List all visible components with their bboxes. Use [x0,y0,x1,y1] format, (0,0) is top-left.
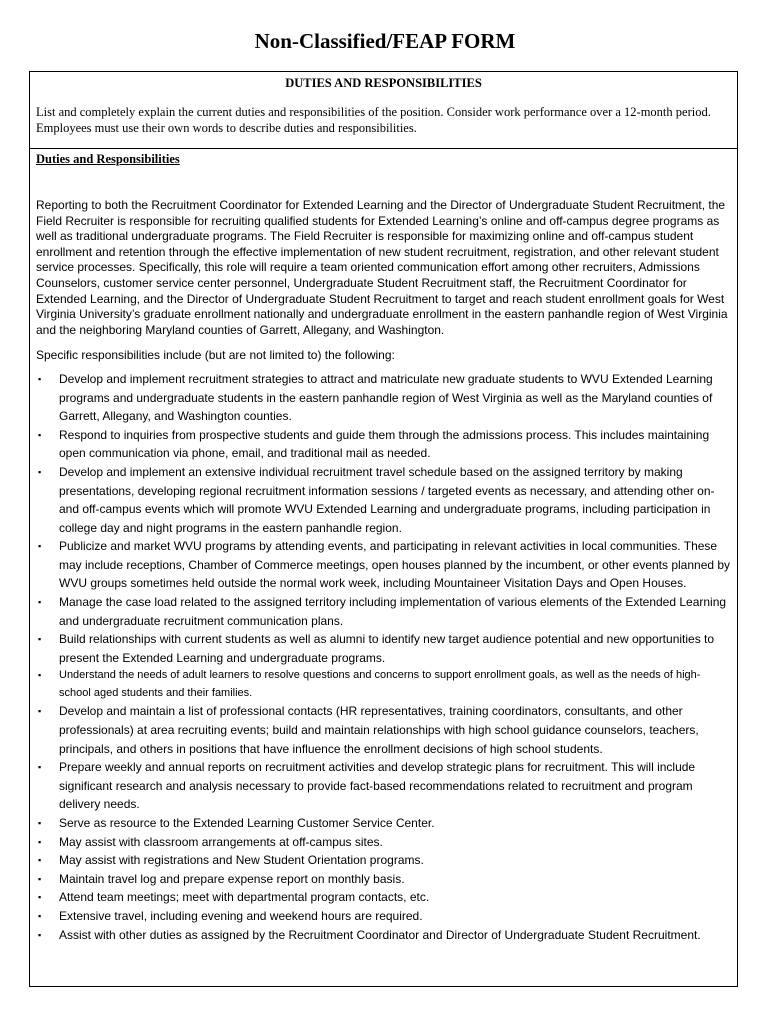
list-item-text: Manage the case load related to the assigned territory including implementation of various elements of the Extended Learning and undergraduate recruitment communication plans. [59,595,727,628]
list-item-text: Develop and maintain a list of professional contacts (HR representatives, training coordinators, consultants, and other professionals) at area recruiting events; build and maintain relationships with high school guidance counselors, teachers, principals, and others in positions that have influence the enrollment decisions of high school students. [59,704,699,756]
list-item-text: Build relationships with current students as well as alumni to identify new target audience potential and new opportunities to present the Extended Learning and undergraduate programs. [59,632,715,665]
list-item-text: Respond to inquiries from prospective students and guide them through the admissions process. This includes maintaining open communication via phone, email, and traditional mail as needed. [59,427,710,461]
list-item-text: Understand the needs of adult learners to resolve questions and concerns to support enrollment goals, as well as the needs of high-school aged students and their families. [59,669,701,699]
duties-content [30,151,737,944]
instructions-text: List and completely explain the current duties and responsibilities of the position. Consider work performance over a 12-month period. Employees must use their own words to describe duties and responsibilities. [36,105,711,135]
bullet-icon: ▪ [38,466,42,477]
list-item [36,833,731,852]
bullet-icon: ▪ [38,836,42,847]
list-item [36,888,731,907]
list-item [36,758,731,814]
section-header [30,72,737,149]
list-item-text: Assist with other duties as assigned by the Recruitment Coordinator and Director of Undergraduate Student Recruitment. [59,927,701,942]
page-title: Non-Classified/FEAP FORM [254,29,516,53]
bullet-icon: ▪ [38,855,42,866]
list-item-text: Extensive travel, including evening and weekend hours are required. [59,908,423,923]
list-item [36,702,731,758]
list-item [36,630,731,667]
bullet-icon: ▪ [38,892,42,903]
bullet-icon: ▪ [38,706,42,717]
list-item-text: Publicize and market WVU programs by attending events, and participating in relevant activities in local communities. These may include receptions, Chamber of Commerce meetings, open houses planned by the incumbent, or other events planned by WVU groups sometimes held outside the normal work week, including Mountaineer Visitation Days and Open Houses. [59,539,731,591]
bullet-icon: ▪ [38,929,42,940]
list-item-text: Develop and implement recruitment strategies to attract and matriculate new graduate students to WVU Extended Learning programs and undergraduate students in the eastern panhandle region of West Virginia as well as the Maryland counties of Garrett, Allegany, and Washington counties. [59,371,713,424]
bullet-icon: ▪ [38,818,42,828]
list-item [36,814,731,833]
bullet-icon: ▪ [38,597,42,608]
list-item [36,926,731,945]
bullet-icon: ▪ [38,373,42,384]
list-item [36,537,731,593]
list-item [36,851,731,870]
bullet-icon: ▪ [38,634,42,645]
bullet-icon: ▪ [38,670,42,681]
responsibilities-list [36,370,731,944]
list-item [36,593,731,630]
bullet-icon: ▪ [38,762,42,773]
list-item [36,426,731,463]
list-item [36,463,731,537]
list-item-text: May assist with classroom arrangements at off-campus sites. [59,834,383,849]
list-item-text: Serve as resource to the Extended Learning Customer Service Center. [59,816,435,830]
position-overview: Reporting to both the Recruitment Coordinator for Extended Learning and the Director of Undergraduate Student Recruitment, the Field Recruiter is responsible for recruiting qualified students for Extended Learning’s online and off-campus degree programs as well as traditional undergraduate programs. The Field Recruiter is responsible for maximizing online and off-campus student enrollment and retention through the effective implementation of new student recruitment, registration, and other relevant student service processes. Specifically, this role will require a team oriented communication effort among other recruiters, Admissions Counselors, customer service center personnel, Undergraduate Student Recruitment staff, the Recruitment Coordinator for Extended Learning, and the Director of Undergraduate Student Recruitment to target and reach student enrollment goals for West Virginia University’s graduate enrollment nationally and undergraduate enrollment in the eastern panhandle region of West Virginia and the neighboring Maryland counties of Garrett, Allegany, and Washington. [36,198,728,337]
duties-form-box [29,71,738,987]
section-heading: DUTIES AND RESPONSIBILITIES [285,76,482,90]
list-item [36,907,731,926]
list-item [36,370,731,426]
list-item-text: May assist with registrations and New Student Orientation programs. [59,853,424,868]
bullet-icon: ▪ [38,873,42,884]
list-item-text: Develop and implement an extensive individual recruitment travel schedule based on the assigned territory by making presentations, developing regional recruitment information sessions / targeted events as necessary, and attending other on- and off-campus events which will promote WVU Extended Learning and undergraduate programs, including participation in college day and night programs in the eastern panhandle region. [59,464,715,535]
duties-subheading: Duties and Responsibilities [36,152,180,166]
list-item-text: Prepare weekly and annual reports on recruitment activities and develop strategic plans for recruitment. This will include significant research and analysis necessary to provide fact-based recommendations related to recruitment and program delivery needs. [59,760,696,812]
responsibilities-intro: Specific responsibilities include (but are not limited to) the following: [36,348,395,363]
list-item [36,870,731,889]
bullet-icon: ▪ [38,429,42,440]
list-item-text: Attend team meetings; meet with departmental program contacts, etc. [59,890,430,905]
bullet-icon: ▪ [38,541,42,552]
list-item-text: Maintain travel log and prepare expense report on monthly basis. [59,871,405,886]
bullet-icon: ▪ [38,910,42,921]
list-item [36,667,731,702]
